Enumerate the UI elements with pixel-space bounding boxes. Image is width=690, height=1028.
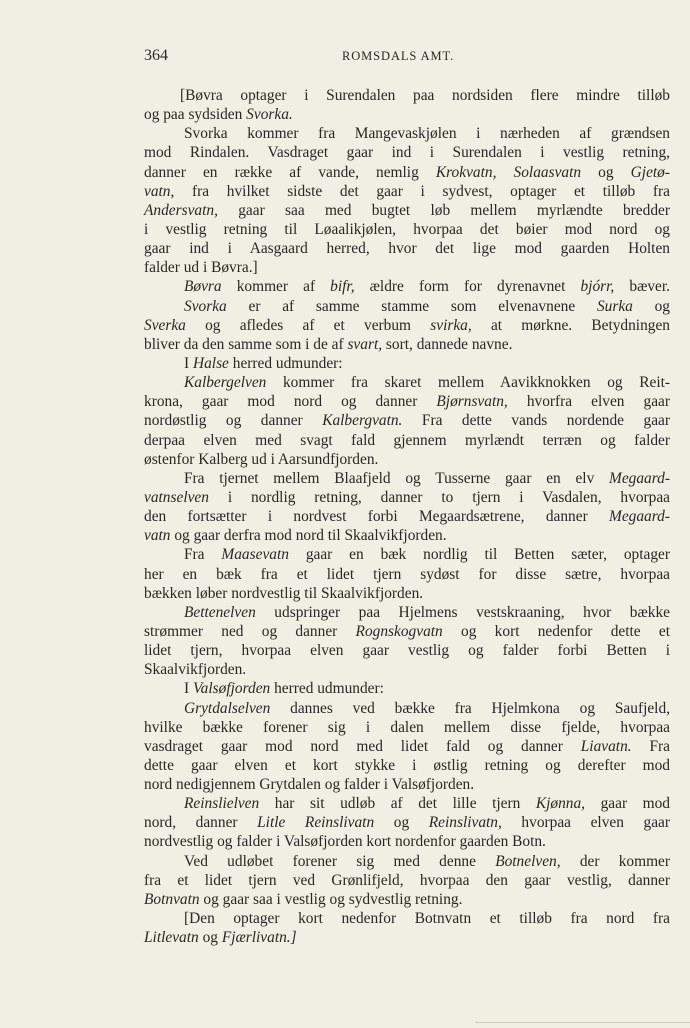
text-span: her en bæk fra et lidet tjern sydøst for disse sætre, hvorpaa (144, 565, 670, 583)
bottom-rule (475, 1022, 690, 1023)
text-line (144, 660, 670, 679)
text-line (144, 488, 670, 507)
text-span: gaar saa med bugtet løb mellem myrlændte bredder (217, 201, 670, 219)
text-span: fra hvilket sidste det gaar i sydvest, optager et tilløb fra (174, 182, 670, 200)
text-line (144, 584, 670, 603)
text-line (144, 392, 670, 411)
text-line (144, 201, 670, 220)
italic-term: vatn (144, 527, 171, 545)
italic-term: Litlevatn (144, 929, 199, 947)
italic-term: Litle Reinslivatn (257, 814, 375, 832)
text-span: mod Rindalen. Vasdraget gaar ind i Surendalen i vestlig retning, (144, 144, 670, 162)
italic-term: Bettenelven (184, 603, 256, 621)
italic-term: Reinslielven (184, 795, 260, 813)
text-span: udspringer paa Hjelmens vestskraaning, hvor bække (255, 603, 670, 621)
text-span: sort, dannede navne. (382, 335, 513, 353)
text-line (144, 354, 670, 373)
text-line (144, 641, 670, 660)
text-span: bliver da den samme som i de af (144, 335, 348, 353)
text-span: nordøstlig og danner (144, 412, 323, 430)
italic-term: Surka (596, 297, 633, 315)
text-span: hvilke bække forener sig i dalen mellem disse fjelde, hvorpaa (144, 718, 670, 736)
italic-term: bjórr, (580, 278, 615, 296)
italic-term: Andersvatn, (144, 201, 218, 219)
text-line (144, 679, 670, 698)
text-span: ældre form for dyrenavnet (354, 278, 581, 296)
body-text (144, 86, 670, 947)
text-span: strømmer ned og danner (144, 622, 356, 640)
text-span: nord, danner (144, 814, 258, 832)
text-line (144, 699, 670, 718)
text-line (144, 718, 670, 737)
italic-term: Halse (192, 354, 229, 372)
text-span: vasdraget gaar mod nord med lidet fald og danner (144, 737, 581, 755)
text-span: krona, gaar mod nord og danner (144, 393, 437, 411)
italic-term: Kjønna, (535, 795, 586, 813)
text-span: og afledes af et verbum (185, 316, 431, 334)
text-span: Svorka kommer fra Mangevaskjølen i nærheden af grændsen (184, 125, 670, 143)
italic-term: Bøvra (184, 278, 222, 296)
italic-term: Gjetø- (630, 163, 670, 181)
text-line (144, 469, 670, 488)
text-line (144, 545, 670, 564)
text-line (144, 507, 670, 526)
running-title: ROMSDALS AMT. (342, 49, 455, 63)
italic-term: Kalbergelven (184, 374, 267, 392)
text-span: den fortsætter i nordvest forbi Megaardsætrene, danner (144, 508, 610, 526)
italic-term: Liavatn. (580, 737, 632, 755)
text-span: I (184, 354, 193, 372)
text-line (144, 297, 670, 316)
text-line (144, 124, 670, 143)
text-span: lidet tjern, hvorpaa elven gaar vestlig og falder forbi Betten i (144, 642, 670, 660)
text-span: og paa sydsiden (144, 106, 247, 124)
text-line (144, 239, 670, 258)
text-line (144, 316, 670, 335)
text-span: [Den optager kort nedenfor Botnvatn et tilløb fra nord fra (184, 910, 670, 928)
text-span: i nordlig retning, danner to tjern i Vasdalen, hvorpaa (208, 488, 670, 506)
text-line (144, 526, 670, 545)
text-line (144, 163, 670, 182)
text-line (144, 775, 670, 794)
text-span: i vestlig retning til Løaalikjølen, hvorpaa det bøier mod nord og (144, 220, 670, 238)
italic-term: Svorka. (246, 106, 293, 124)
text-span: og (632, 297, 670, 315)
text-span: og kort nedenfor dette et (442, 622, 670, 640)
text-span: kommer af (221, 278, 331, 296)
italic-term: Valsøfjorden (192, 680, 271, 698)
italic-term: Rognskogvatn (355, 622, 443, 640)
text-line (144, 603, 670, 622)
text-line (144, 335, 670, 354)
italic-term: Fjærlivatn.] (221, 929, 297, 947)
text-span: nord nedigjennem Grytdalen og falder i Valsøfjorden. (144, 776, 475, 794)
text-line (144, 373, 670, 392)
page-header (144, 47, 670, 67)
text-span: fra et lidet tjern ved Grønlifjeld, hvorpaa den gaar vestlig, danner (144, 871, 670, 889)
text-line (144, 86, 670, 105)
text-span: og (198, 929, 222, 947)
italic-term: vatnselven (144, 488, 209, 506)
text-span: falder ud i Bøvra.] (144, 259, 258, 277)
text-span: kommer fra skaret mellem Aavikknokken og Reit- (266, 374, 670, 392)
italic-term: Botnvatn (144, 890, 200, 908)
text-span: Ved udløbet forener sig med denne (184, 852, 496, 870)
text-span: bæver. (614, 278, 670, 296)
text-span: Skaalvikfjorden. (144, 661, 247, 679)
text-line (144, 431, 670, 450)
text-span: og (581, 163, 631, 181)
text-span: gaar en bæk nordlig til Betten sæter, optager (288, 546, 670, 564)
text-span: derpaa elven med svagt fald gjennem myrlændt terræn og falder (144, 431, 670, 449)
italic-term: Grytdalselven (184, 699, 271, 717)
text-span: gaar ind i Aasgaard herred, hvor det lige mod gaarden Holten (144, 240, 670, 258)
text-span: og (374, 814, 429, 832)
text-line (144, 756, 670, 775)
italic-term: Megaard- (609, 508, 670, 526)
text-span: og gaar derfra mod nord til Skaalvikfjorden. (170, 527, 447, 545)
italic-term: Sverka (144, 316, 186, 334)
text-span: Fra tjernet mellem Blaafjeld og Tusserne gaar en elv (184, 469, 610, 487)
text-line (144, 871, 670, 890)
text-span: og gaar saa i vestlig og sydvestlig retning. (199, 890, 463, 908)
text-span: har sit udløb af det lille tjern (259, 795, 536, 813)
text-span: I (184, 680, 193, 698)
text-span: hvorfra elven gaar (507, 393, 670, 411)
text-line (144, 258, 670, 277)
text-line (144, 737, 670, 756)
italic-term: svart, (347, 335, 383, 353)
text-span: Fra (631, 737, 670, 755)
text-span: herred udmunder: (228, 354, 343, 372)
italic-term: Kalbergvatn. (322, 412, 403, 430)
text-span: at mørkne. Betydningen (471, 316, 670, 334)
text-span: [Bøvra optager i Surendalen paa nordsiden flere mindre tilløb (180, 87, 670, 104)
text-line (144, 890, 670, 909)
text-line (144, 450, 670, 469)
page-number: 364 (144, 47, 168, 64)
text-span: nordvestlig og falder i Valsøfjorden kort nordenfor gaarden Botn. (144, 833, 546, 851)
text-span: hvorpaa elven gaar (501, 814, 670, 832)
text-span: der kommer (560, 852, 670, 870)
text-line (144, 220, 670, 239)
text-line (144, 565, 670, 584)
italic-term: Megaard- (609, 469, 670, 487)
italic-term: Maasevatn (221, 546, 289, 564)
text-line (144, 852, 670, 871)
text-line (144, 813, 670, 832)
text-line (144, 928, 670, 947)
text-line (144, 105, 670, 124)
text-span: danner en række af vande, nemlig (144, 163, 436, 181)
italic-term: svirka, (430, 316, 472, 334)
text-line (144, 277, 670, 296)
italic-term: bifr, (330, 278, 355, 296)
text-span: er af samme stamme som elvenavnene (226, 297, 597, 315)
text-span: dette gaar elven et kort stykke i østlig retning og derefter mod (144, 756, 670, 774)
text-line (144, 182, 670, 201)
text-span: gaar mod (585, 795, 670, 813)
italic-term: vatn, (144, 182, 175, 200)
italic-term: Reinslivatn, (428, 814, 502, 832)
text-line (144, 622, 670, 641)
text-span: herred udmunder: (270, 680, 384, 698)
text-line (144, 411, 670, 430)
text-line (144, 832, 670, 851)
text-span: bækken løber nordvestlig til Skaalvikfjorden. (144, 584, 424, 602)
text-line (144, 143, 670, 162)
italic-term: Bjørnsvatn, (436, 393, 508, 411)
text-span: dannes ved bække fra Hjelmkona og Saufjeld, (270, 699, 670, 717)
text-line (144, 909, 670, 928)
italic-term: Krokvatn, Solaasvatn (435, 163, 582, 181)
text-span: Fra (184, 546, 222, 564)
text-span: Fra dette vands nordende gaar (402, 412, 670, 430)
text-span: østenfor Kalberg ud i Aarsundfjorden. (144, 450, 379, 468)
text-line (144, 794, 670, 813)
italic-term: Svorka (184, 297, 227, 315)
italic-term: Botnelven, (495, 852, 561, 870)
